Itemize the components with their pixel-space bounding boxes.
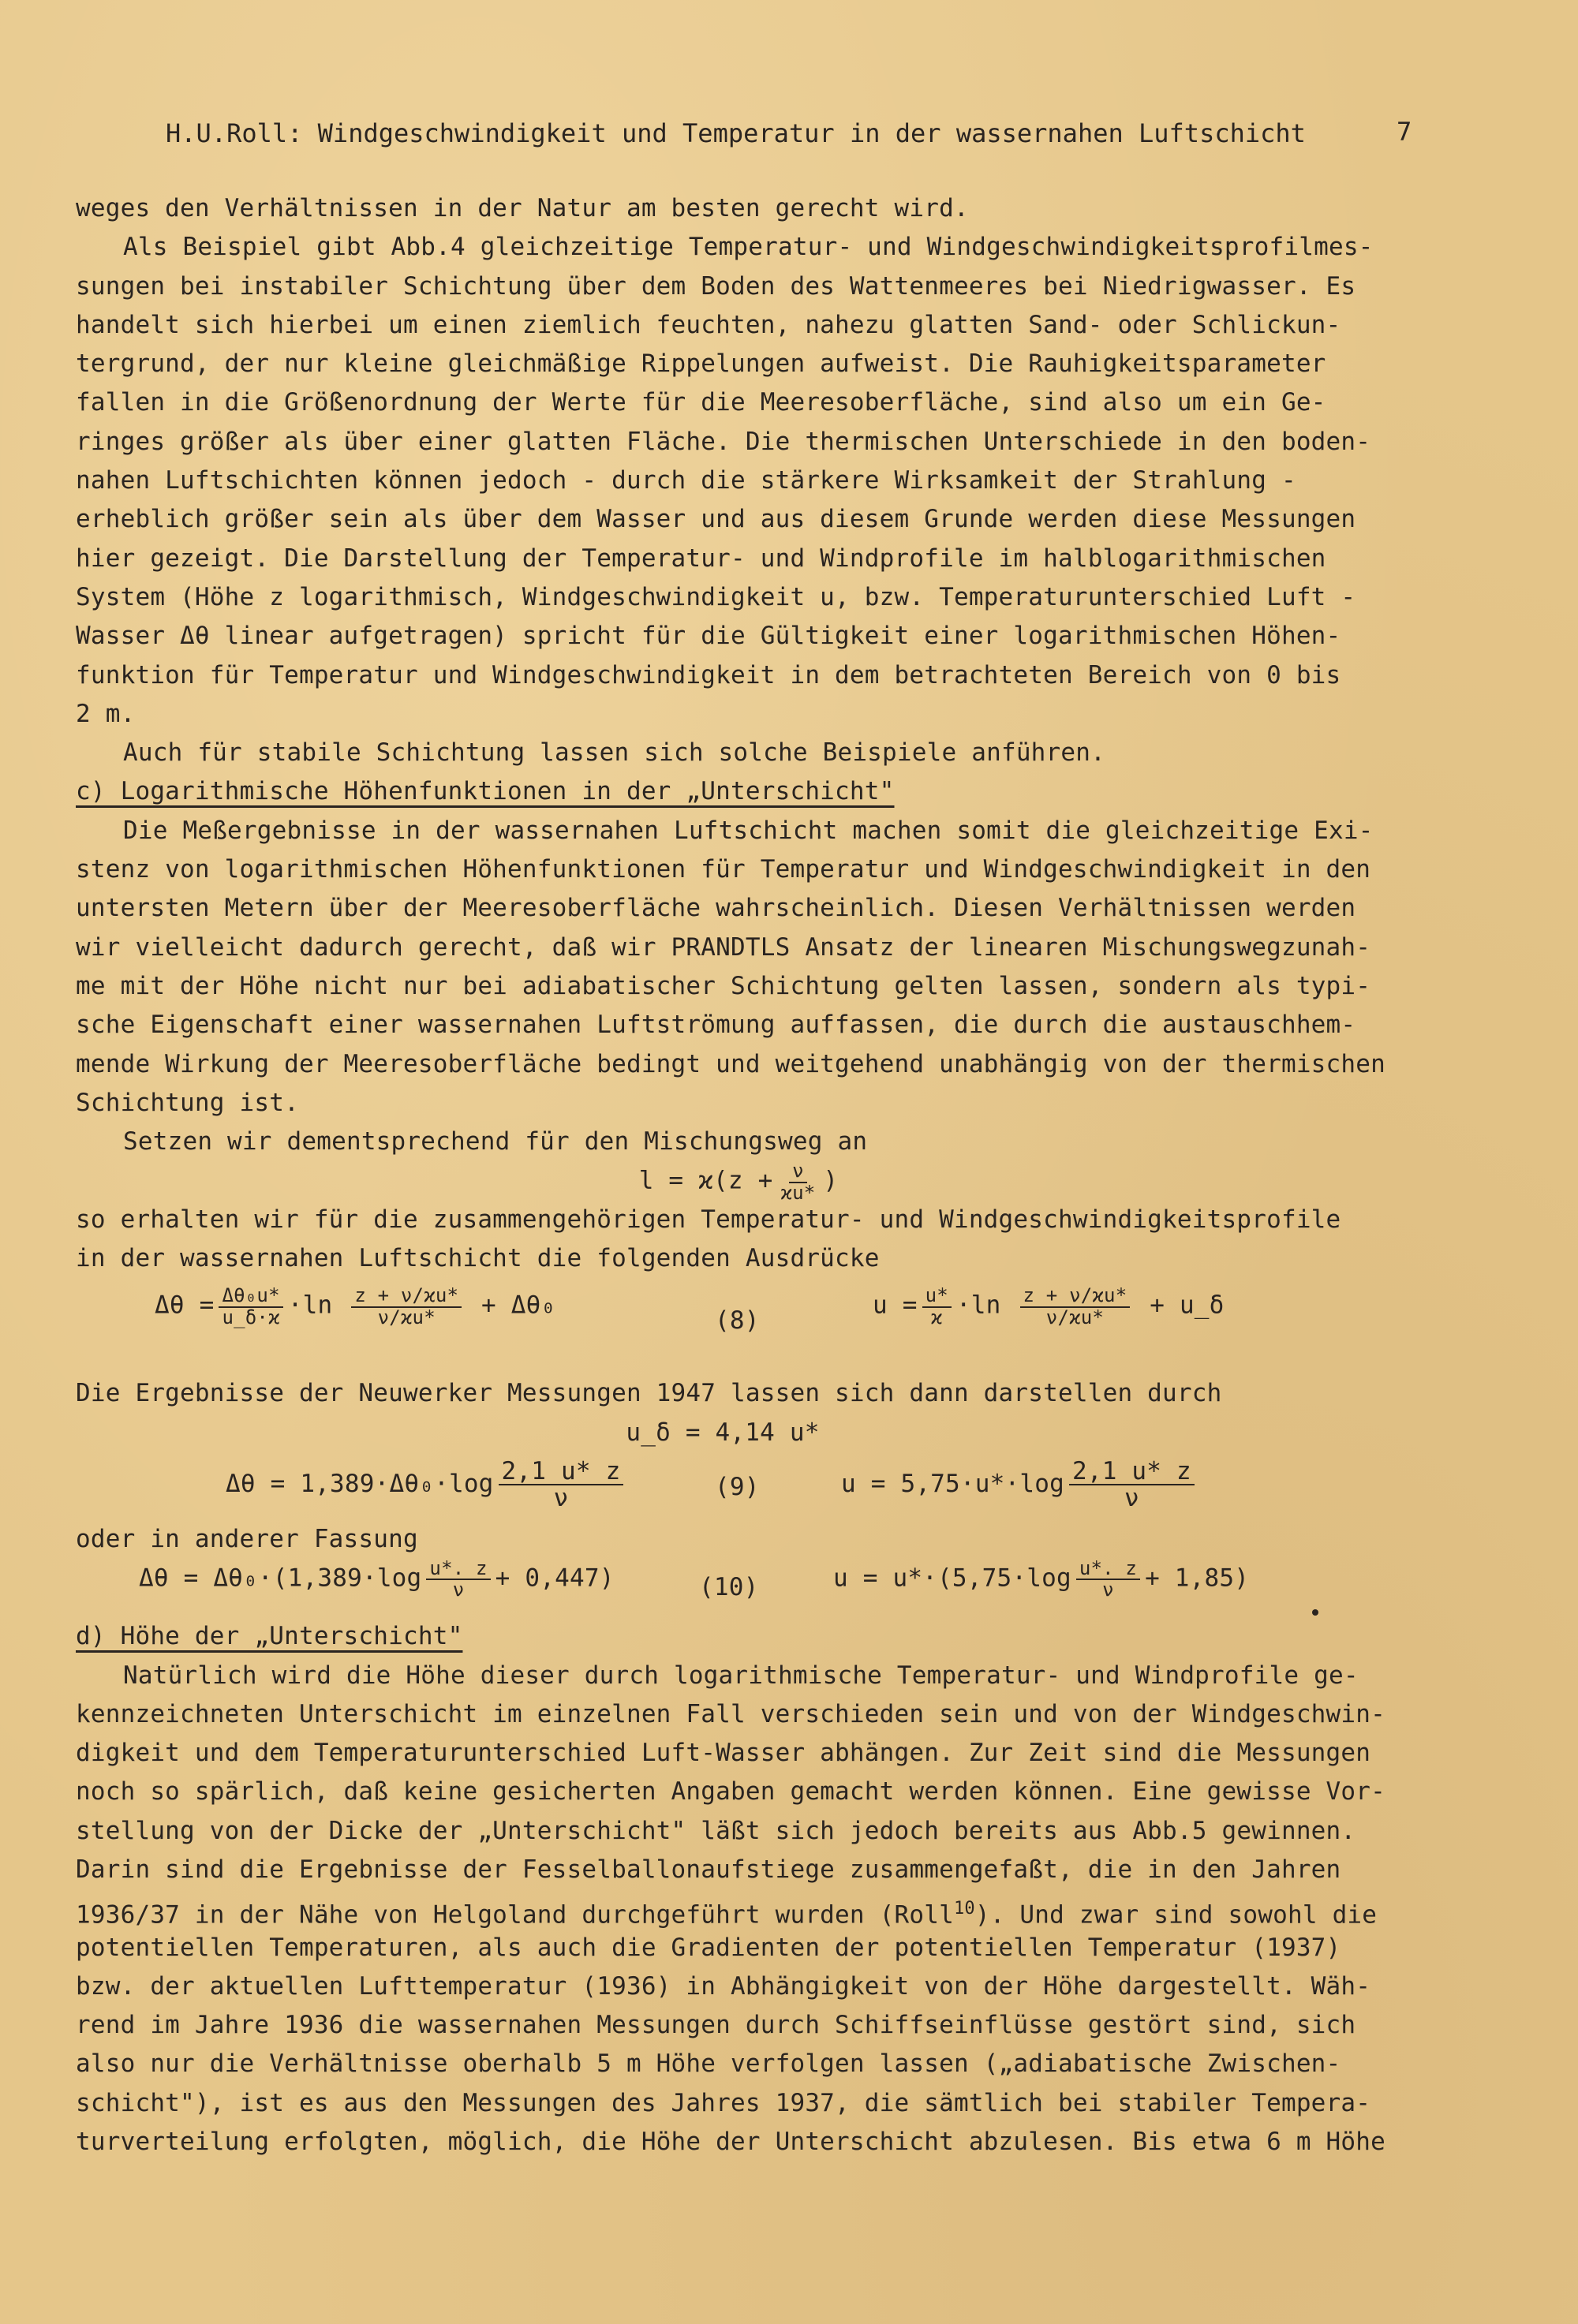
text-line: Darin sind die Ergebnisse der Fesselballonaufstiege zusammengefaßt, die in den Jahren <box>76 1855 1341 1884</box>
fraction <box>1020 1286 1131 1327</box>
fraction-denominator: ν/ϰu* <box>1045 1306 1105 1328</box>
text-line: Die Meßergebnisse in der wassernahen Luftschicht machen somit die gleichzeitige Exi- <box>123 816 1374 845</box>
fraction-numerator: Δθ₀u* <box>219 1286 282 1307</box>
text-line: wir vielleicht dadurch gerecht, daß wir PRANDTLS Ansatz der linearen Mischungswegzunah- <box>76 932 1371 962</box>
fraction-denominator: ν <box>452 1579 465 1601</box>
text-line: me mit der Höhe nicht nur bei adiabatischer Schichtung gelten lassen, sondern als typi- <box>76 971 1371 1000</box>
formula-text: ) <box>823 1167 839 1196</box>
equation-10-temperature <box>139 1559 615 1600</box>
fraction <box>777 1161 818 1202</box>
formula-text: ·ln <box>287 1291 333 1320</box>
fraction-numerator: z + ν/ϰu* <box>351 1286 462 1307</box>
text-line: bzw. der aktuellen Lufttemperatur (1936) in Abhängigkeit von der Höhe dargestellt. Wäh- <box>76 1971 1371 2001</box>
fraction-numerator: 2,1 u* z <box>1069 1459 1195 1486</box>
equation-9-wind <box>841 1456 1199 1513</box>
text-line: Natürlich wird die Höhe dieser durch logarithmische Temperatur- und Windprofile ge- <box>123 1661 1359 1690</box>
text-line: handelt sich hierbei um einen ziemlich feuchten, nahezu glatten Sand- oder Schlickun- <box>76 310 1341 339</box>
fraction <box>219 1286 282 1327</box>
mixing-length-formula <box>76 1160 1449 1204</box>
text-line: erheblich größer sein als über dem Wasser und aus diesem Grunde werden diese Messungen <box>76 505 1356 534</box>
text-line: schicht"), ist es aus den Messungen des Jahres 1937, die sämtlich bei stabiler Tempera- <box>76 2088 1371 2117</box>
text-line: Auch für stabile Schichtung lassen sich solche Beispiele anführen. <box>123 738 1105 768</box>
fraction-denominator: ϰu* <box>780 1181 816 1204</box>
fraction-numerator: u*. z <box>1076 1559 1140 1580</box>
formula-text: + 1,85) <box>1145 1564 1250 1593</box>
fraction-denominator: ν <box>553 1484 569 1513</box>
text-line: oder in anderer Fassung <box>76 1524 418 1553</box>
fraction-numerator: 2,1 u* z <box>499 1459 624 1486</box>
text-line: so erhalten wir für die zusammengehörigen Temperatur- und Windgeschwindigkeitsprofile <box>76 1205 1341 1234</box>
equation-8-wind <box>873 1286 1225 1327</box>
formula-text: Δθ = Δθ₀·(1,389·log <box>139 1564 422 1593</box>
text-line: stellung von der Dicke der „Unterschicht" läßt sich jedoch bereits aus Abb.5 gewinnen. <box>76 1816 1356 1845</box>
text-line: tergrund, der nur kleine gleichmäßige Rippelungen aufweist. Die Rauhigkeitsparameter <box>76 349 1326 379</box>
text-line: Setzen wir dementsprechend für den Mischungsweg an <box>123 1127 868 1156</box>
text-line: noch so spärlich, daß keine gesicherten Angaben gemacht werden können. Eine gewisse Vor- <box>76 1777 1385 1807</box>
formula-text: Δθ = <box>155 1291 215 1320</box>
equation-8-temperature <box>155 1286 555 1327</box>
reference-superscript: 10 <box>953 1899 975 1919</box>
fraction <box>426 1559 490 1600</box>
fraction <box>1076 1559 1140 1600</box>
text-line: stenz von logarithmischen Höhenfunktionen für Temperatur und Windgeschwindigkeit in den <box>76 855 1371 884</box>
text-line: sche Eigenschaft einer wassernahen Luftströmung auffassen, die durch die austauschhem- <box>76 1011 1356 1040</box>
equation-9-temperature <box>226 1456 628 1513</box>
equation-8-label: (8) <box>715 1306 760 1336</box>
fraction <box>351 1286 462 1327</box>
running-title: H.U.Roll: Windgeschwindigkeit und Temperatur in der wassernahen Luftschicht <box>166 118 1306 148</box>
fraction <box>1069 1456 1195 1513</box>
text-line: mende Wirkung der Meeresoberfläche bedingt und weitgehend unabhängig von der thermischen <box>76 1049 1385 1078</box>
text-line: weges den Verhältnissen in der Natur am besten gerecht wird. <box>76 194 969 222</box>
fraction-numerator: u* <box>922 1286 952 1307</box>
formula-text: u = <box>873 1291 918 1320</box>
text-line: Wasser Δθ linear aufgetragen) spricht für die Gültigkeit einer logarithmischen Höhen- <box>76 622 1341 651</box>
formula-text: Δθ = 1,389·Δθ₀·log <box>226 1469 494 1498</box>
text-line: also nur die Verhältnisse oberhalb 5 m Höhe verfolgen lassen („adiabatische Zwischen- <box>76 2049 1341 2079</box>
text-line: sungen bei instabiler Schichtung über dem Boden des Wattenmeeres bei Niedrigwasser. Es <box>76 271 1356 301</box>
text-line: rend im Jahre 1936 die wassernahen Messungen durch Schiffseinflüsse gestört sind, sich <box>76 2011 1356 2040</box>
fraction-denominator: ϰ <box>930 1306 943 1328</box>
text-line: kennzeichneten Unterschicht im einzelnen Fall verschieden sein und von der Windgeschwin- <box>76 1699 1385 1728</box>
text-line: untersten Metern über der Meeresoberfläche wahrscheinlich. Diesen Verhältnissen werden <box>76 894 1356 923</box>
section-heading-c: c) Logarithmische Höhenfunktionen in der „Unterschicht" <box>76 777 895 806</box>
equation-9-label: (9) <box>715 1472 760 1501</box>
formula-text: + Δθ₀ <box>481 1291 556 1320</box>
text-fragment: 1936/37 in der Nähe von Helgoland durchgeführt wurden (Roll <box>76 1900 954 1930</box>
text-line: in der wassernahen Luftschicht die folgenden Ausdrücke <box>76 1244 880 1273</box>
text-line: funktion für Temperatur und Windgeschwindigkeit in dem betrachteten Bereich von 0 bis <box>76 660 1341 689</box>
fraction-denominator: ν/ϰu* <box>377 1306 436 1328</box>
formula-text: l = ϰ(z + <box>638 1167 773 1196</box>
text-line: Als Beispiel gibt Abb.4 gleichzeitige Temperatur- und Windgeschwindigkeitsprofilmes- <box>123 233 1374 262</box>
text-line: nahen Luftschichten können jedoch - durch die stärkere Wirksamkeit der Strahlung - <box>76 466 1296 495</box>
body-text <box>76 189 1449 2161</box>
ink-spot <box>1312 1609 1318 1616</box>
text-line: digkeit und dem Temperaturunterschied Luft-Wasser abhängen. Zur Zeit sind die Messungen <box>76 1739 1371 1768</box>
text-line: Die Ergebnisse der Neuwerker Messungen 1947 lassen sich dann darstellen durch <box>76 1379 1222 1408</box>
text-line: fallen in die Größenordnung der Werte für die Meeresoberfläche, sind also um ein Ge- <box>76 388 1326 417</box>
text-line: 2 m. <box>76 699 136 728</box>
text-line: hier gezeigt. Die Darstellung der Temperatur- und Windprofile im halblogarithmischen <box>76 544 1326 573</box>
fraction-numerator: u*. z <box>426 1559 490 1580</box>
fraction-numerator: z + ν/ϰu* <box>1020 1286 1131 1307</box>
equation-10-row <box>76 1559 1449 1617</box>
formula-text: u = 5,75·u*·log <box>841 1469 1064 1498</box>
equation-9-row <box>76 1452 1449 1520</box>
equation-10-label: (10) <box>699 1573 759 1602</box>
equation-10-wind <box>833 1559 1249 1600</box>
fraction <box>499 1456 624 1513</box>
text-line: ringes größer als über einer glatten Fläche. Die thermischen Unterschiede in den boden- <box>76 427 1371 456</box>
fraction-numerator: ν <box>789 1161 807 1183</box>
text-line: Schichtung ist. <box>76 1088 299 1117</box>
fraction-denominator: u_δ·ϰ <box>222 1306 280 1328</box>
formula-text: + 0,447) <box>495 1564 615 1593</box>
formula-text: ·ln <box>955 1291 1001 1320</box>
equation-8-row <box>76 1278 1449 1374</box>
u-delta-formula: u_δ = 4,14 u* <box>626 1418 820 1447</box>
fraction-denominator: ν <box>1102 1579 1114 1601</box>
formula-text: + u_δ <box>1150 1291 1225 1320</box>
formula-text: u = u*·(5,75·log <box>833 1564 1071 1593</box>
section-heading-d: d) Höhe der „Unterschicht" <box>76 1622 463 1651</box>
text-line <box>76 1889 1449 1928</box>
fraction-denominator: ν <box>1124 1484 1139 1513</box>
text-line: turverteilung erfolgten, möglich, die Höhe der Unterschicht abzulesen. Bis etwa 6 m Höhe <box>76 2128 1385 2157</box>
page-number: 7 <box>1397 117 1412 147</box>
fraction <box>922 1286 952 1327</box>
text-line: potentiellen Temperaturen, als auch die Gradienten der potentiellen Temperatur (1937) <box>76 1933 1341 1962</box>
text-fragment: ). Und zwar sind sowohl die <box>974 1900 1378 1930</box>
text-line: System (Höhe z logarithmisch, Windgeschwindigkeit u, bzw. Temperaturunterschied Luft - <box>76 582 1356 611</box>
